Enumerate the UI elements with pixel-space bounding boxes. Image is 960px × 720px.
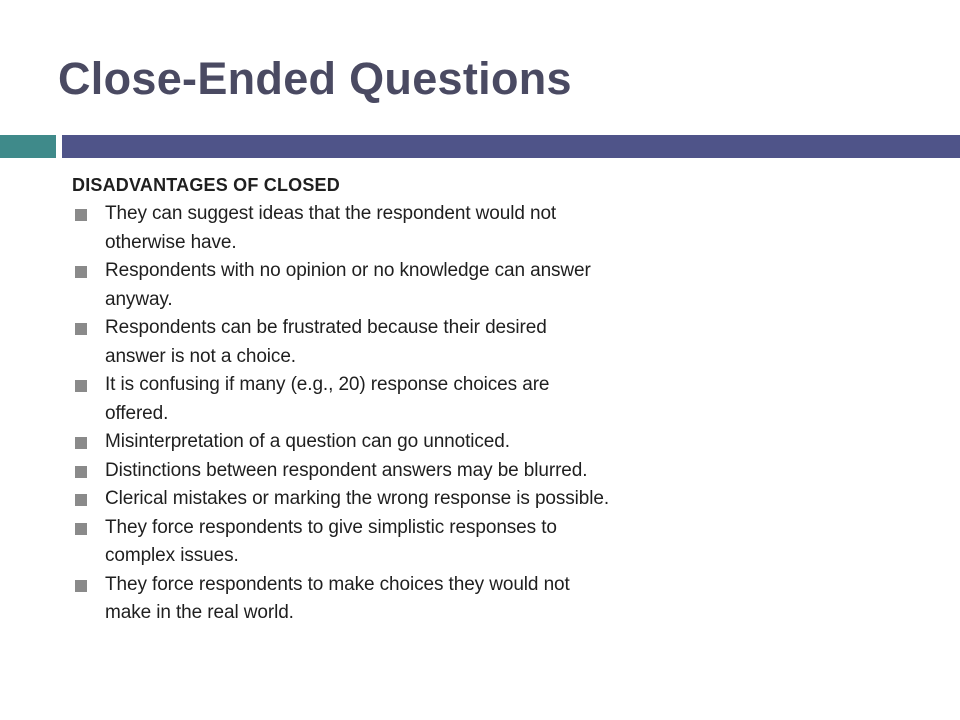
list-item <box>72 428 612 457</box>
list-item-text: They force respondents to give simplistic responses to complex issues. <box>105 516 557 566</box>
list-item-text: They can suggest ideas that the respondent would not otherwise have. <box>105 203 557 253</box>
square-bullet-icon <box>75 323 87 335</box>
list-item <box>72 200 612 257</box>
accent-bar <box>62 135 960 158</box>
list-item-text: They force respondents to make choices they would not make in the real world. <box>105 573 570 623</box>
slide-title: Close-Ended Questions <box>58 53 572 104</box>
list-item-text: Respondents with no opinion or no knowledge can answer anyway. <box>105 260 591 310</box>
list-item <box>72 485 612 514</box>
content-area <box>72 172 612 628</box>
square-bullet-icon <box>75 380 87 392</box>
list-item-text: Distinctions between respondent answers may be blurred. <box>105 459 588 481</box>
accent-block-teal <box>0 135 56 158</box>
list-item <box>72 257 612 314</box>
square-bullet-icon <box>75 209 87 221</box>
list-item <box>72 514 612 571</box>
square-bullet-icon <box>75 494 87 506</box>
list-item-text: It is confusing if many (e.g., 20) response choices are offered. <box>105 374 550 424</box>
section-heading: DISADVANTAGES OF CLOSED <box>72 175 340 195</box>
list-item <box>72 571 612 628</box>
square-bullet-icon <box>75 523 87 535</box>
list-item <box>72 314 612 371</box>
square-bullet-icon <box>75 580 87 592</box>
square-bullet-icon <box>75 437 87 449</box>
list-item <box>72 457 612 486</box>
square-bullet-icon <box>75 266 87 278</box>
list-item-text: Clerical mistakes or marking the wrong response is possible. <box>105 488 610 509</box>
list-item-text: Respondents can be frustrated because their desired answer is not a choice. <box>105 317 547 367</box>
list-item-text: Misinterpretation of a question can go unnoticed. <box>105 431 510 452</box>
bullet-list <box>72 200 612 628</box>
list-item <box>72 371 612 428</box>
square-bullet-icon <box>75 466 87 478</box>
